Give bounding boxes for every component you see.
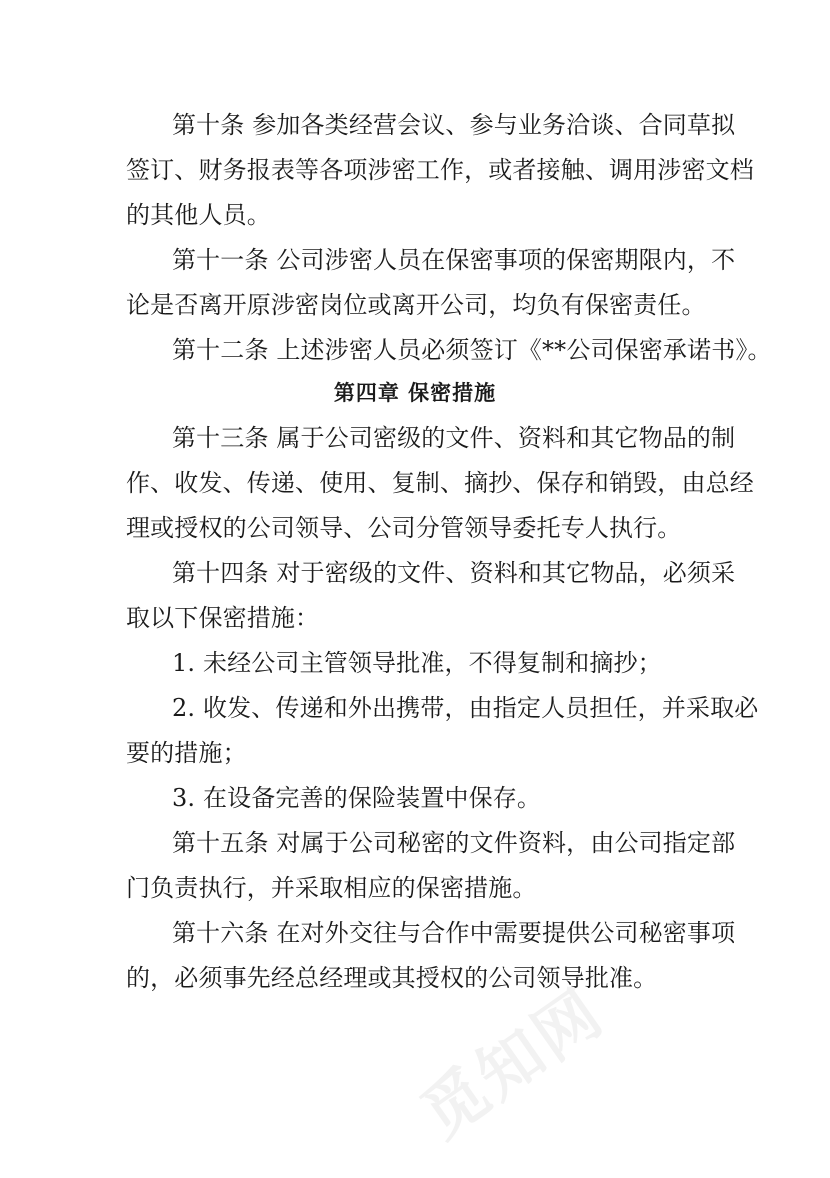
article-11-line-1: 第十一条 公司涉密人员在保密事项的保密期限内，不 bbox=[172, 246, 736, 274]
article-10-line-1: 第十条 参加各类经营会议、参与业务洽谈、合同草拟 bbox=[172, 111, 736, 139]
article-13-line-1: 第十三条 属于公司密级的文件、资料和其它物品的制 bbox=[172, 424, 736, 452]
article-14-line-1: 第十四条 对于密级的文件、资料和其它物品，必须采 bbox=[172, 559, 736, 587]
list-item-2-line-2: 要的措施； bbox=[126, 739, 247, 767]
chapter-heading: 第四章 保密措施 bbox=[333, 381, 497, 405]
article-14-line-2: 取以下保密措施： bbox=[126, 604, 320, 632]
article-15-line-2: 门负责执行，并采取相应的保密措施。 bbox=[126, 874, 537, 902]
article-13-line-2: 作、收发、传递、使用、复制、摘抄、保存和销毁，由总经 bbox=[126, 469, 754, 497]
list-item-3: 3. 在设备完善的保险装置中保存。 bbox=[172, 784, 542, 812]
article-10-line-3: 的其他人员。 bbox=[126, 201, 271, 229]
article-16-line-2: 的，必须事先经总经理或其授权的公司领导批准。 bbox=[126, 964, 658, 992]
article-12-line-1: 第十二条 上述涉密人员必须签订《**公司保密承诺书》。 bbox=[172, 336, 772, 364]
article-16-line-1: 第十六条 在对外交往与合作中需要提供公司秘密事项 bbox=[172, 919, 736, 947]
list-item-1: 1. 未经公司主管领导批准，不得复制和摘抄； bbox=[172, 649, 662, 677]
watermark-text: 觅知网 bbox=[408, 975, 619, 1153]
article-11-line-2: 论是否离开原涉密岗位或离开公司，均负有保密责任。 bbox=[126, 291, 706, 319]
article-15-line-1: 第十五条 对属于公司秘密的文件资料，由公司指定部 bbox=[172, 829, 736, 857]
article-13-line-3: 理或授权的公司领导、公司分管领导委托专人执行。 bbox=[126, 514, 682, 542]
article-10-line-2: 签订、财务报表等各项涉密工作，或者接触、调用涉密文档 bbox=[126, 156, 754, 184]
list-item-2-line-1: 2. 收发、传递和外出携带，由指定人员担任，并采取必 bbox=[172, 694, 759, 722]
